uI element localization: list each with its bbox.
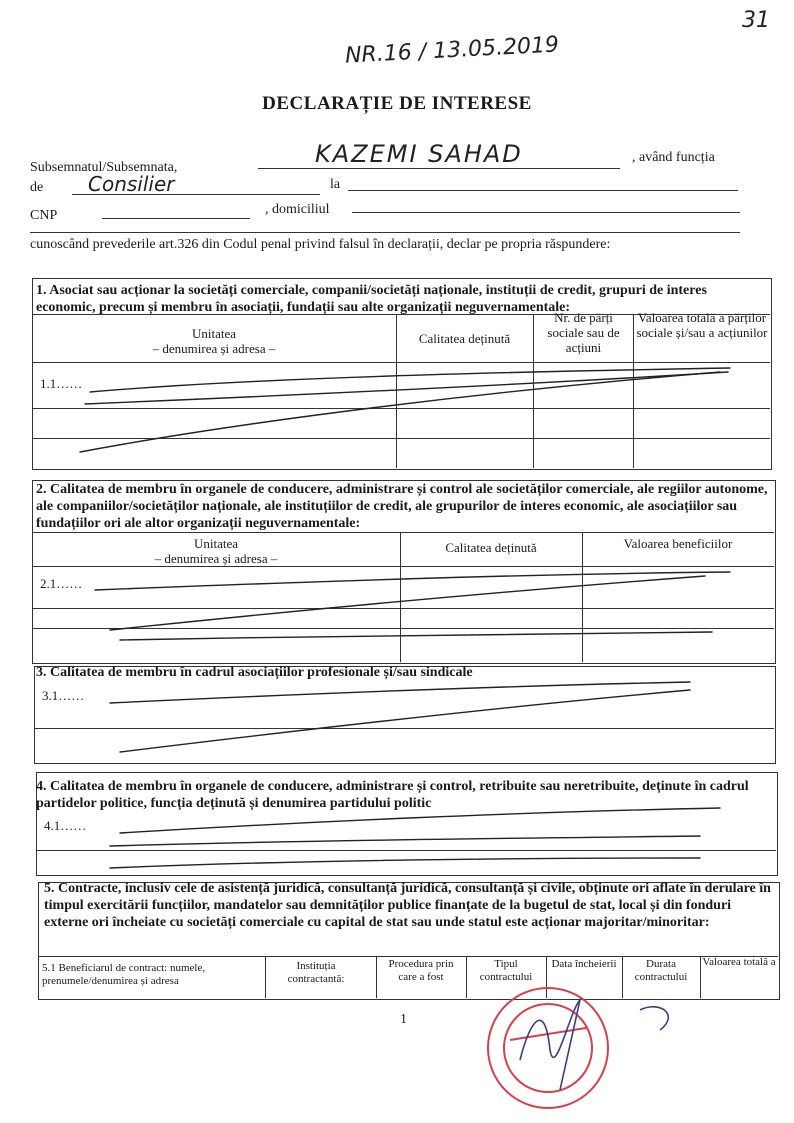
- section1-header-bottom: [32, 362, 770, 363]
- section1-col-unitatea-line2: – denumirea și adresa –: [152, 341, 276, 356]
- section2-row-line: [32, 608, 774, 609]
- corner-page-number: 31: [742, 8, 770, 33]
- section2-col-divider-2: [582, 532, 583, 662]
- stamp: [488, 988, 608, 1108]
- section5-col-durata: Durata contractului: [634, 958, 688, 983]
- section5-col-divider-6: [700, 956, 701, 998]
- section5-col-divider-3: [466, 956, 467, 998]
- section2-row-line-2: [32, 628, 774, 629]
- la-label: la: [330, 177, 341, 192]
- cnp-underline: [102, 218, 250, 219]
- section5-col-divider-5: [622, 956, 623, 998]
- section2-row-label: 2.1……: [40, 576, 83, 591]
- function-value: Consilier: [88, 172, 175, 196]
- section2-col-unitatea-line1: Unitatea: [193, 536, 239, 551]
- page-number: 1: [400, 1012, 407, 1027]
- domiciliul-label: , domiciliul: [265, 202, 330, 217]
- section1-row-line: [32, 408, 770, 409]
- section4-title: 4. Calitatea de membru în organele de conducere, administrare și control, retribuite sau neretribuite, deținute în cadrul partidelor politice, funcția deținută și denumirea partidului politic: [36, 779, 749, 811]
- subsemnatul-label: Subsemnatul/Subsemnata,: [30, 160, 178, 175]
- section5-col-tipul: Tipul contractului: [479, 958, 533, 983]
- section2-header-top: [32, 532, 774, 533]
- domiciliul-underline: [352, 212, 740, 213]
- declarant-name: KAZEMI SAHAD: [315, 140, 523, 168]
- section2-col-calitatea: Calitatea deținută: [445, 540, 537, 555]
- section5-col-data: Data încheierii: [551, 958, 617, 970]
- section5-col-valoarea: Valoarea totală a: [702, 956, 776, 968]
- section3-title: 3. Calitatea de membru în cadrul asociațiilor profesionale și/sau sindicale: [36, 665, 473, 680]
- section4-row-label: 4.1……: [44, 818, 87, 833]
- section2-header-bottom: [32, 566, 774, 567]
- section2-col-unitatea: [32, 536, 400, 566]
- section1-col-nr-parti: Nr. de părți sociale sau de acțiuni: [547, 310, 620, 355]
- name-underline: [258, 168, 620, 169]
- section5-title: 5. Contracte, inclusiv cele de asistență juridică, consultanță juridică, consultanță și civile, obținute ori aflate în derulare în timpul exercitării funcțiilor, mandatelor sau demnităților publice finanțate de la bugetul de stat, local și din fonduri externe ori încheiate cu societăți comerciale cu capital de stat sau unde statul este acționar majoritar/minoritar:: [44, 881, 771, 930]
- section2-title: 2. Calitatea de membru în organele de conducere, administrare și control ale societăților comerciale, ale regiilor autonome, ale companiilor/societăților naționale, ale instituțiilor de credit, ale grupurilor de interes economic, ale asociațiilor sau fundațiilor ori ale altor organizații neguvernamentale:: [36, 482, 768, 531]
- statement: cunoscând prevederile art.326 din Codul penal privind falsul în declarații, declar pe propria răspundere:: [30, 237, 611, 252]
- section5-col-divider-4: [546, 956, 547, 998]
- section5-col-divider-1: [265, 956, 266, 998]
- section2-col-unitatea-line2: – denumirea și adresa –: [154, 551, 278, 566]
- de-label: de: [30, 180, 44, 195]
- section4-row-line: [36, 850, 776, 851]
- section1-row-label: 1.1……: [40, 376, 83, 391]
- address-underline: [30, 232, 740, 233]
- avand-functia-label: , având funcția: [632, 150, 715, 165]
- section5-col-beneficiar: 5.1 Beneficiarul de contract: numele, prenumele/denumirea și adresa: [42, 962, 206, 987]
- la-underline: [348, 190, 738, 191]
- section1-col-divider-3: [633, 314, 634, 468]
- section3-row-line: [34, 728, 774, 729]
- section1-col-divider-2: [533, 314, 534, 468]
- section5-header-top: [38, 956, 778, 957]
- signature: [520, 1000, 668, 1090]
- section3-row-label: 3.1……: [42, 688, 85, 703]
- section1-row-line-2: [32, 438, 770, 439]
- section1-col-valoarea: Valoarea totală a părților sociale și/sau a acțiunilor: [636, 310, 768, 340]
- function-underline: [72, 194, 320, 195]
- section1-title: 1. Asociat sau acționar la societăți comerciale, companii/societăți naționale, instituții de credit, grupuri de interes economic, precum și membru în asociații, fundații sau alte organizații neguvernamentale:: [36, 283, 707, 315]
- registration-number: NR.16 / 13.05.2019: [344, 32, 560, 69]
- section5-col-divider-2: [376, 956, 377, 998]
- section5-col-procedura: Procedura prin care a fost: [388, 958, 454, 983]
- section1-col-unitatea-line1: Unitatea: [191, 326, 237, 341]
- section1-col-calitatea: Calitatea deținută: [418, 331, 511, 346]
- section5-col-institutia: Instituția contractantă:: [287, 960, 345, 985]
- section2-col-valoarea: Valoarea beneficiilor: [623, 536, 733, 551]
- section1-col-unitatea: [32, 326, 396, 356]
- cnp-label: CNP: [30, 208, 58, 223]
- document-title: DECLARAȚIE DE INTERESE: [262, 93, 532, 114]
